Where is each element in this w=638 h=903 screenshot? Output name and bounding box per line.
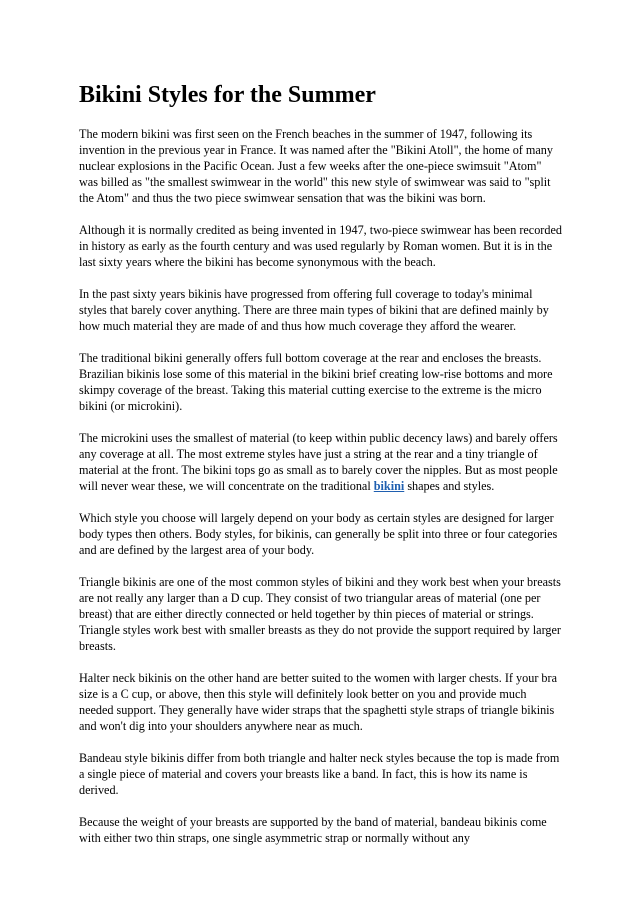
paragraph-7: Triangle bikinis are one of the most common styles of bikini and they work best when your breasts are not really any larger than a D cup. They consist of two triangular areas of material (one per breast) that are either directly connected or held together by thin pieces of material or strings. Triangle styles work best with smaller breasts as they do not provide the support required by larger breasts. bbox=[79, 575, 561, 653]
paragraph-5-after: shapes and styles. bbox=[404, 479, 495, 493]
paragraph-9: Bandeau style bikinis differ from both triangle and halter neck styles because the top is made from a single piece of material and covers your breasts like a band. In fact, this is how its name is derived. bbox=[79, 751, 560, 797]
paragraph-10: Because the weight of your breasts are supported by the band of material, bandeau bikinis come with either two thin straps, one single asymmetric strap or normally without any bbox=[79, 815, 547, 845]
paragraph-6: Which style you choose will largely depend on your body as certain styles are designed for larger body types then others. Body styles, for bikinis, can generally be split into three or four categories and are defined by the largest area of your body. bbox=[79, 511, 558, 557]
paragraph-8: Halter neck bikinis on the other hand are better suited to the women with larger chests. If your bra size is a C cup, or above, then this style will definitely look better on you and provide much needed support. They generally have wider straps that the spaghetti style straps of triangle bikinis and won't dig into your shoulders anywhere near as much. bbox=[79, 671, 557, 733]
bikini-link[interactable]: bikini bbox=[373, 479, 405, 493]
paragraph-1: The modern bikini was first seen on the French beaches in the summer of 1947, following its invention in the previous year in France. It was named after the "Bikini Atoll", the home of many nuclear explosions in the Pacific Ocean. Just a few weeks after the one-piece swimsuit "Atom" was billed as "the smallest swimwear in the world" this new style of swimwear was said to "split the Atom" and thus the two piece swimwear sensation that was the bikini was born. bbox=[79, 127, 553, 205]
paragraph-5-before: The microkini uses the smallest of material (to keep within public decency laws) and barely offers any coverage at all. The most extreme styles have just a string at the rear and a tiny triangle of material at the front. The bikini tops go as small as to barely cover the nipples. But as most people will never wear these, we will concentrate on the traditional bbox=[79, 431, 558, 493]
paragraph-2: Although it is normally credited as being invented in 1947, two-piece swimwear has been recorded in history as early as the fourth century and was used regularly by Roman women. But it is in the last sixty years where the bikini has become synonymous with the beach. bbox=[79, 223, 562, 269]
paragraph-5 bbox=[79, 430, 563, 494]
document-page bbox=[79, 80, 563, 862]
paragraph-4: The traditional bikini generally offers full bottom coverage at the rear and encloses the breasts. Brazilian bikinis lose some of this material in the bikini brief creating low-rise bottoms and more skimpy coverage of the breast. Taking this material cutting exercise to the extreme is the micro bikini (or microkini). bbox=[79, 351, 553, 413]
paragraph-3: In the past sixty years bikinis have progressed from offering full coverage to today's minimal styles that barely cover anything. There are three main types of bikini that are defined mainly by how much material they are made of and thus how much coverage they afford the wearer. bbox=[79, 287, 549, 333]
page-title: Bikini Styles for the Summer bbox=[79, 82, 376, 108]
